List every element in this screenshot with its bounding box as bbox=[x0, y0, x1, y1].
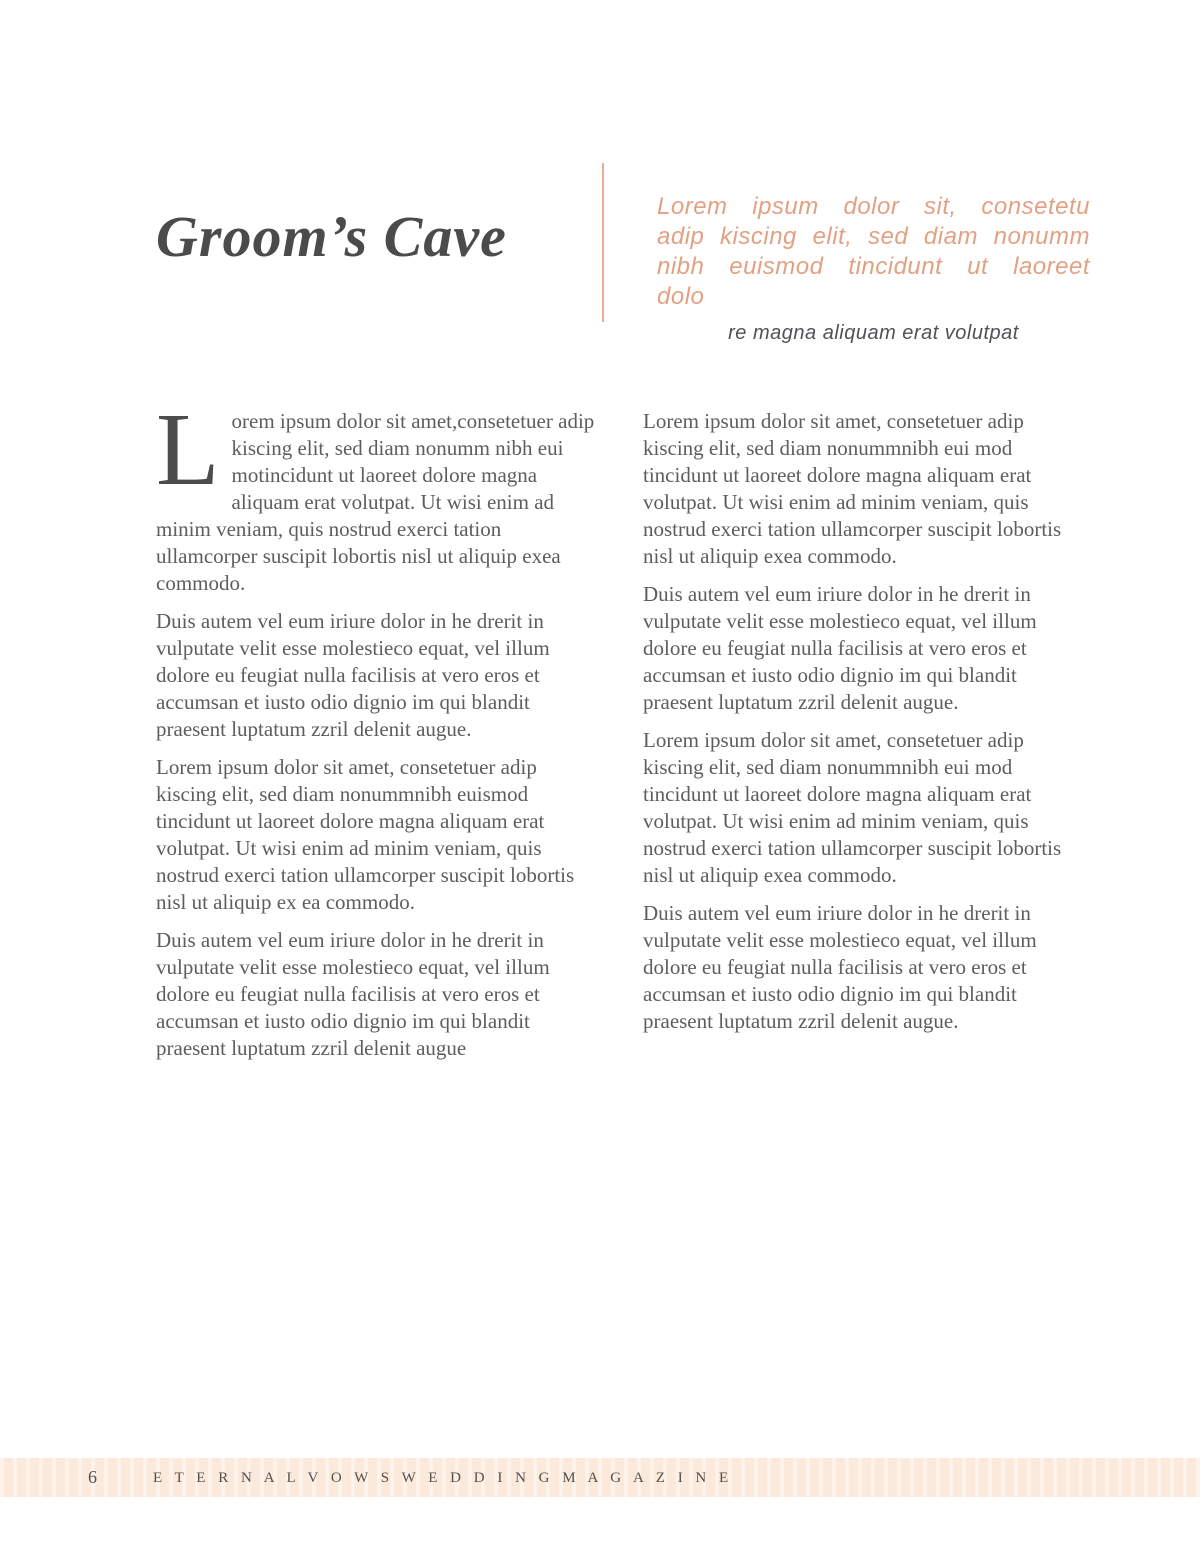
page-number: 6 bbox=[88, 1467, 97, 1487]
magazine-name: E T E R N A L V O W S W E D D I N G M A G A Z I N E bbox=[153, 1470, 733, 1486]
dropcap-letter: L bbox=[156, 392, 220, 507]
body-paragraph: Duis autem vel eum iriure dolor in he drerit in vulputate velit esse molestieco equat, vel illum dolore eu feugiat nulla facilisis at vero eros et accumsan et iusto odio dignio im qui blandit praesent luptatum zzril delenit augue. bbox=[643, 582, 1037, 714]
body-paragraph: Lorem ipsum dolor sit amet, consetetuer adip kiscing elit, sed diam nonummnibh eui mod tincidunt ut laoreet dolore magna aliquam erat volutpat. Ut wisi enim ad minim veniam, quis nostrud exerci tation ullamcorper suscipit lobortis nisl ut aliquip exea commodo. bbox=[643, 409, 1062, 568]
body-paragraph: Duis autem vel eum iriure dolor in he drerit in vulputate velit esse molestieco equat, vel illum dolore eu feugiat nulla facilisis at vero eros et accumsan et iusto odio dignio im qui blandit praesent luptatum zzril delenit augue. bbox=[156, 609, 550, 741]
footer-band bbox=[0, 1458, 1200, 1497]
body-paragraph: Lorem ipsum dolor sit amet, consetetuer adip kiscing elit, sed diam nonummnibh eui mod tincidunt ut laoreet dolore magna aliquam erat volutpat. Ut wisi enim ad minim veniam, quis nostrud exerci tation ullamcorper suscipit lobortis nisl ut aliquip exea commodo. bbox=[643, 728, 1062, 887]
lede-subtext: re magna aliquam erat volutpat bbox=[728, 322, 1019, 344]
body-paragraph bbox=[156, 392, 598, 597]
article-column-left bbox=[156, 392, 598, 1073]
body-paragraph: Lorem ipsum dolor sit amet, consetetuer adip kiscing elit, sed diam nonummnibh euismod tincidunt ut laoreet dolore magna aliquam erat volutpat. Ut wisi enim ad minim veniam, quis nostrud exerci tation ullamcorper suscipit lobortis nisl ut aliquip ex ea commodo. bbox=[156, 755, 575, 914]
body-paragraph: Duis autem vel eum iriure dolor in he drerit in vulputate velit esse molestieco equat, vel illum dolore eu feugiat nulla facilisis at vero eros et accumsan et iusto odio dignio im qui blandit praesent luptatum zzril delenit augue. bbox=[643, 901, 1037, 1033]
header-divider-line bbox=[602, 163, 604, 322]
lede-text: Lorem ipsum dolor sit, consetetu adip kiscing elit, sed diam nonumm nibh euismod tincidunt ut laoreet dolo bbox=[657, 193, 1090, 310]
body-paragraph-text: orem ipsum dolor sit amet,consetetuer adip kiscing elit, sed diam nonumm nibh eui motincidunt ut laoreet dolore magna aliquam erat volutpat. Ut wisi enim ad minim veniam, quis nostrud exerci tation ullamcorper suscipit lobortis nisl ut aliquip exea commodo. bbox=[156, 409, 595, 595]
body-paragraph: Duis autem vel eum iriure dolor in he drerit in vulputate velit esse molestieco equat, vel illum dolore eu feugiat nulla facilisis at vero eros et accumsan et iusto odio dignio im qui blandit praesent luptatum zzril delenit augue bbox=[156, 928, 550, 1060]
article-column-right bbox=[643, 408, 1086, 1046]
page-title: Groom’s Cave bbox=[156, 204, 507, 269]
lede-block bbox=[657, 192, 1090, 345]
